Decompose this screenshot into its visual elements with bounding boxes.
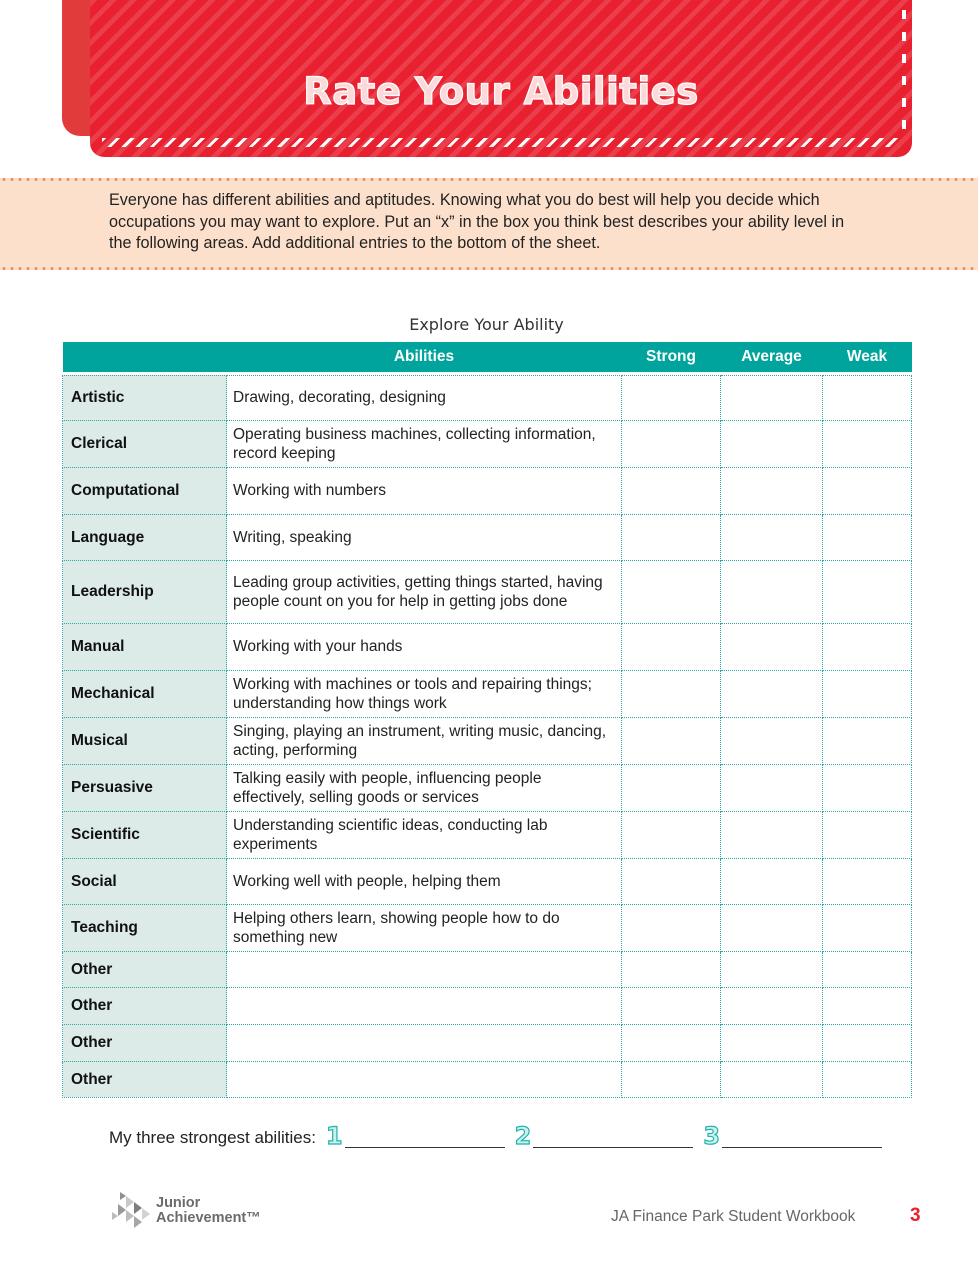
table-row — [63, 560, 912, 623]
ability-description-cell: Working with machines or tools and repairing things; understanding how things work — [227, 670, 622, 717]
rating-box-weak[interactable] — [823, 951, 912, 987]
rating-box-weak[interactable] — [823, 420, 912, 467]
dotted-border-bottom — [0, 267, 978, 270]
ability-name-cell: Computational — [63, 467, 227, 514]
logo-wordmark — [156, 1196, 261, 1226]
ability-name-cell: Social — [63, 858, 227, 904]
ability-name-cell: Mechanical — [63, 670, 227, 717]
table-row — [63, 1024, 912, 1061]
rating-box-strong[interactable] — [622, 375, 721, 420]
rating-box-average[interactable] — [721, 951, 823, 987]
header-abilities: Abilities — [227, 342, 622, 372]
workbook-title: JA Finance Park Student Workbook — [611, 1208, 856, 1225]
ability-name-cell: Other — [63, 987, 227, 1024]
table-row — [63, 467, 912, 514]
rating-box-strong[interactable] — [622, 514, 721, 560]
table-row — [63, 858, 912, 904]
rating-box-weak[interactable] — [823, 375, 912, 420]
rating-box-weak[interactable] — [823, 811, 912, 858]
table-row — [63, 375, 912, 420]
ability-description-cell[interactable] — [227, 987, 622, 1024]
ability-description-cell: Talking easily with people, influencing people effectively, selling goods or services — [227, 764, 622, 811]
table-row — [63, 904, 912, 951]
ability-name-cell: Other — [63, 951, 227, 987]
rating-box-average[interactable] — [721, 375, 823, 420]
rating-box-strong[interactable] — [622, 951, 721, 987]
table-row — [63, 951, 912, 987]
ability-description-cell: Leading group activities, getting things started, having people count on you for help in getting jobs done — [227, 560, 622, 623]
rating-box-weak[interactable] — [823, 1024, 912, 1061]
rating-box-average[interactable] — [721, 764, 823, 811]
ability-name-cell: Musical — [63, 717, 227, 764]
rating-box-weak[interactable] — [823, 467, 912, 514]
junior-achievement-logo-icon — [110, 1192, 156, 1232]
rating-box-strong[interactable] — [622, 1024, 721, 1061]
strongest-abilities-line — [109, 1124, 882, 1148]
logo-line-achievement: Achievement™ — [156, 1210, 261, 1226]
rating-box-weak[interactable] — [823, 514, 912, 560]
table-row — [63, 514, 912, 560]
rating-box-strong[interactable] — [622, 811, 721, 858]
rating-box-strong[interactable] — [622, 560, 721, 623]
rating-box-average[interactable] — [721, 514, 823, 560]
header-blank — [63, 342, 227, 372]
rating-box-average[interactable] — [721, 904, 823, 951]
ability-name-cell: Leadership — [63, 560, 227, 623]
banner-stitch-bottom — [102, 138, 900, 147]
rating-box-average[interactable] — [721, 670, 823, 717]
ability-name-cell: Other — [63, 1061, 227, 1097]
ability-description-cell: Writing, speaking — [227, 514, 622, 560]
rating-box-weak[interactable] — [823, 858, 912, 904]
number-two-icon: 2 — [514, 1122, 532, 1150]
rating-box-average[interactable] — [721, 1061, 823, 1097]
ability-description-cell: Singing, playing an instrument, writing music, dancing, acting, performing — [227, 717, 622, 764]
ability-description-cell: Understanding scientific ideas, conducting lab experiments — [227, 811, 622, 858]
table-row — [63, 1061, 912, 1097]
page-number: 3 — [910, 1205, 921, 1226]
rating-box-strong[interactable] — [622, 858, 721, 904]
rating-box-strong[interactable] — [622, 623, 721, 670]
rating-box-strong[interactable] — [622, 904, 721, 951]
rating-box-strong[interactable] — [622, 1061, 721, 1097]
rating-box-average[interactable] — [721, 717, 823, 764]
rating-box-weak[interactable] — [823, 717, 912, 764]
table-row — [63, 987, 912, 1024]
rating-box-weak[interactable] — [823, 987, 912, 1024]
rating-box-weak[interactable] — [823, 560, 912, 623]
rating-box-average[interactable] — [721, 467, 823, 514]
rating-box-average[interactable] — [721, 623, 823, 670]
ability-name-cell: Artistic — [63, 375, 227, 420]
ability-description-cell: Operating business machines, collecting information, record keeping — [227, 420, 622, 467]
ability-name-cell: Scientific — [63, 811, 227, 858]
rating-box-strong[interactable] — [622, 670, 721, 717]
rating-box-weak[interactable] — [823, 904, 912, 951]
ability-name-cell: Teaching — [63, 904, 227, 951]
intro-band — [0, 178, 978, 270]
number-three-icon: 3 — [703, 1122, 721, 1150]
table-header-row — [63, 342, 912, 372]
rating-box-weak[interactable] — [823, 764, 912, 811]
rating-box-average[interactable] — [721, 420, 823, 467]
rating-box-strong[interactable] — [622, 420, 721, 467]
rating-box-weak[interactable] — [823, 670, 912, 717]
table-row — [63, 717, 912, 764]
strongest-blank-3[interactable] — [722, 1128, 882, 1148]
rating-box-strong[interactable] — [622, 717, 721, 764]
rating-box-average[interactable] — [721, 560, 823, 623]
table-row — [63, 623, 912, 670]
ability-description-cell[interactable] — [227, 1061, 622, 1097]
rating-box-average[interactable] — [721, 1024, 823, 1061]
ability-description-cell: Working with your hands — [227, 623, 622, 670]
table-row — [63, 764, 912, 811]
ability-description-cell[interactable] — [227, 951, 622, 987]
table-row — [63, 670, 912, 717]
ability-name-cell: Language — [63, 514, 227, 560]
ability-description-cell: Working with numbers — [227, 467, 622, 514]
header-strong: Strong — [622, 342, 721, 372]
rating-box-average[interactable] — [721, 858, 823, 904]
rating-box-weak[interactable] — [823, 623, 912, 670]
intro-text: Everyone has different abilities and aptitudes. Knowing what you do best will help you decide which occupations you may want to explore. Put an “x” in the box you think best describes your ability level in the following areas. Add additional entries to the bottom of the sheet. — [109, 191, 845, 252]
page-title: Rate Your Abilities — [303, 70, 699, 113]
ability-name-cell: Persuasive — [63, 764, 227, 811]
rating-box-strong[interactable] — [622, 467, 721, 514]
table-row — [63, 420, 912, 467]
rating-box-strong[interactable] — [622, 987, 721, 1024]
logo-line-junior: Junior — [156, 1195, 201, 1211]
number-one-icon: 1 — [325, 1122, 343, 1150]
ability-description-cell: Working well with people, helping them — [227, 858, 622, 904]
table-caption: Explore Your Ability — [409, 315, 564, 334]
header-banner — [90, 0, 912, 157]
strongest-label: My three strongest abilities: — [109, 1128, 316, 1147]
ability-name-cell: Clerical — [63, 420, 227, 467]
rating-box-weak[interactable] — [823, 1061, 912, 1097]
header-weak: Weak — [823, 342, 912, 372]
rating-box-strong[interactable] — [622, 764, 721, 811]
dotted-border-top — [0, 178, 978, 181]
header-average: Average — [721, 342, 823, 372]
strongest-blank-2[interactable] — [533, 1128, 693, 1148]
strongest-blank-1[interactable] — [345, 1128, 505, 1148]
table-row — [63, 811, 912, 858]
rating-box-average[interactable] — [721, 811, 823, 858]
ability-description-cell: Drawing, decorating, designing — [227, 375, 622, 420]
ability-description-cell[interactable] — [227, 1024, 622, 1061]
abilities-table — [62, 342, 912, 1098]
rating-box-average[interactable] — [721, 987, 823, 1024]
ability-name-cell: Other — [63, 1024, 227, 1061]
ability-name-cell: Manual — [63, 623, 227, 670]
ability-description-cell: Helping others learn, showing people how to do something new — [227, 904, 622, 951]
